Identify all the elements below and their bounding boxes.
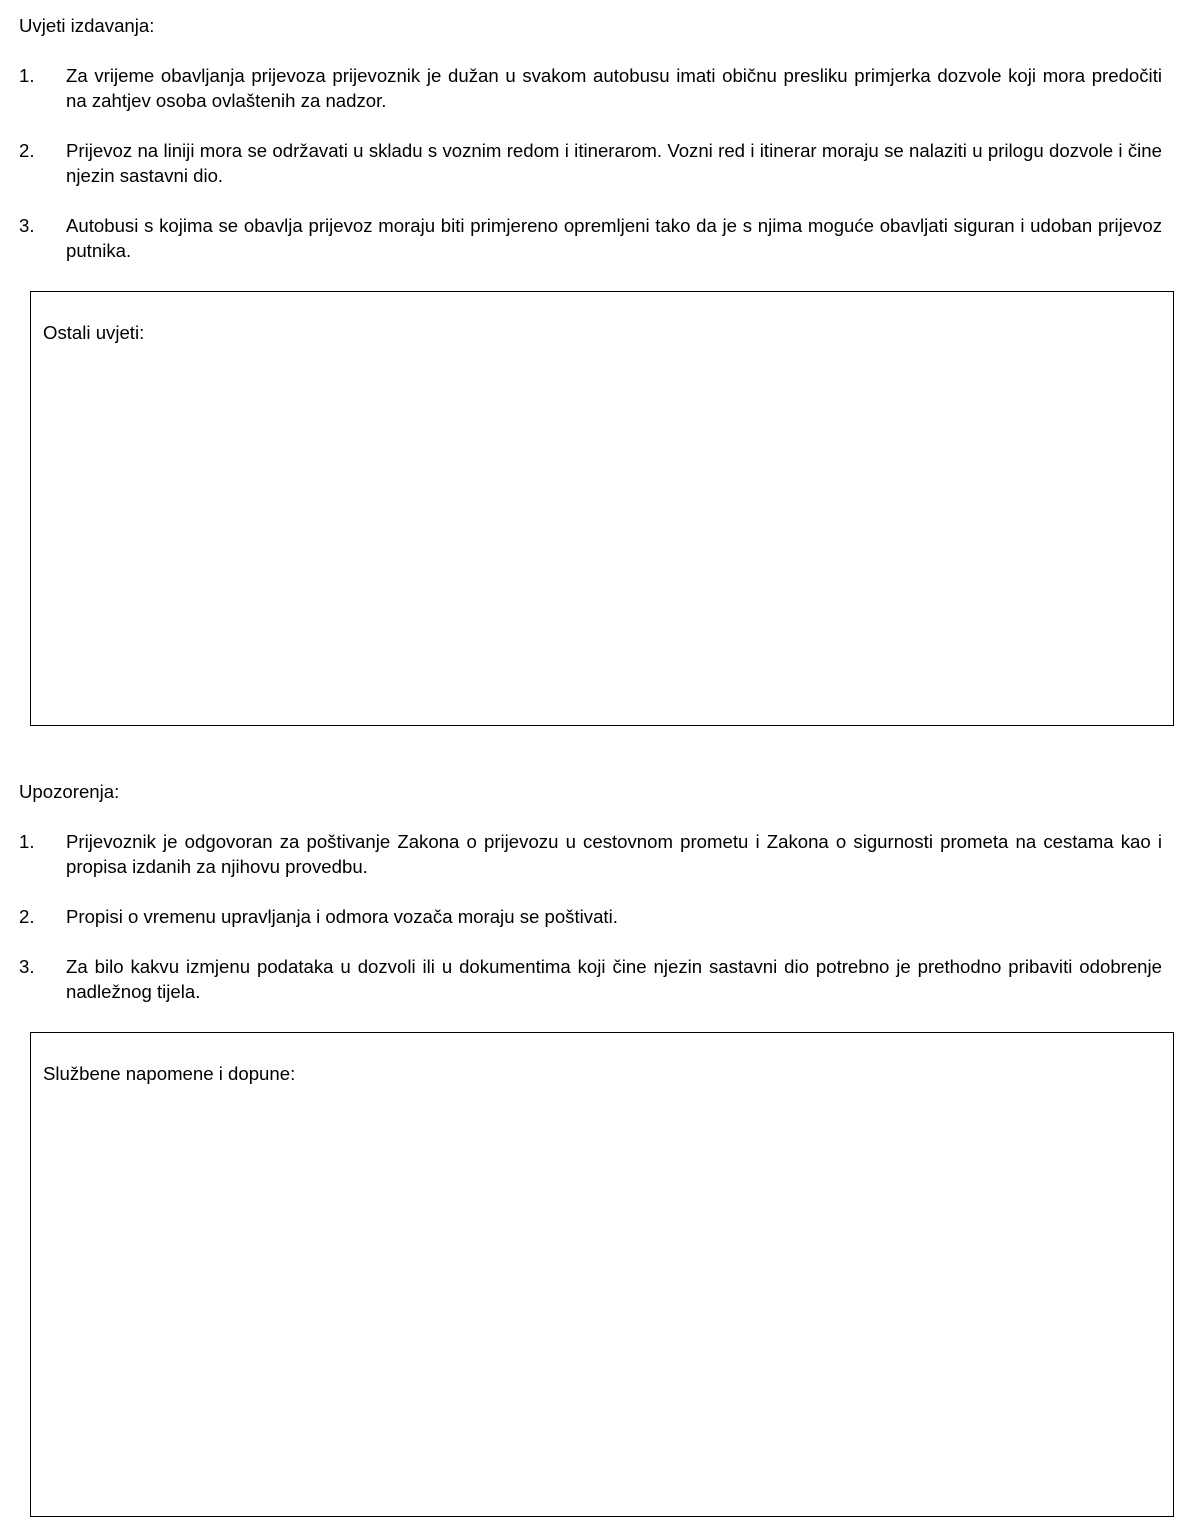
- warnings-list: [19, 829, 1162, 1029]
- list-item-text: Za bilo kakvu izmjenu podataka u dozvoli ili u dokumentima koji čine njezin sastavni dio potrebno je prethodno pribaviti odobrenje nadležnog tijela.: [66, 956, 1162, 1002]
- list-item: [19, 63, 1162, 113]
- official-notes-label: Službene napomene i dopune:: [43, 1063, 296, 1084]
- list-item: [19, 829, 1162, 879]
- official-notes-box[interactable]: [30, 1032, 1174, 1517]
- list-item-number: 1.: [19, 831, 35, 852]
- list-item-number: 2.: [19, 906, 35, 927]
- list-item-text: Prijevoznik je odgovoran za poštivanje Zakona o prijevozu u cestovnom prometu i Zakona o sigurnosti prometa na cestama kao i propisa izdanih za njihovu provedbu.: [66, 831, 1162, 877]
- list-item-number: 3.: [19, 215, 35, 236]
- list-item-text: Propisi o vremenu upravljanja i odmora vozača moraju se poštivati.: [66, 906, 618, 927]
- list-item-text: Prijevoz na liniji mora se održavati u skladu s voznim redom i itinerarom. Vozni red i itinerar moraju se nalaziti u prilogu dozvole i čine njezin sastavni dio.: [66, 140, 1162, 186]
- other-conditions-label: Ostali uvjeti:: [43, 322, 145, 343]
- other-conditions-box[interactable]: [30, 291, 1174, 726]
- list-item-number: 1.: [19, 65, 35, 86]
- list-item: [19, 904, 1162, 929]
- list-item-number: 2.: [19, 140, 35, 161]
- warnings-heading: Upozorenja:: [19, 781, 120, 802]
- list-item-number: 3.: [19, 956, 35, 977]
- conditions-list: [19, 63, 1162, 288]
- list-item-text: Autobusi s kojima se obavlja prijevoz moraju biti primjereno opremljeni tako da je s njima moguće obavljati siguran i udoban prijevoz putnika.: [66, 215, 1162, 261]
- list-item: [19, 138, 1162, 188]
- list-item-text: Za vrijeme obavljanja prijevoza prijevoznik je dužan u svakom autobusu imati običnu presliku primjerka dozvole koji mora predočiti na zahtjev osoba ovlaštenih za nadzor.: [66, 65, 1162, 111]
- list-item: [19, 954, 1162, 1004]
- list-item: [19, 213, 1162, 263]
- conditions-heading: Uvjeti izdavanja:: [19, 15, 155, 36]
